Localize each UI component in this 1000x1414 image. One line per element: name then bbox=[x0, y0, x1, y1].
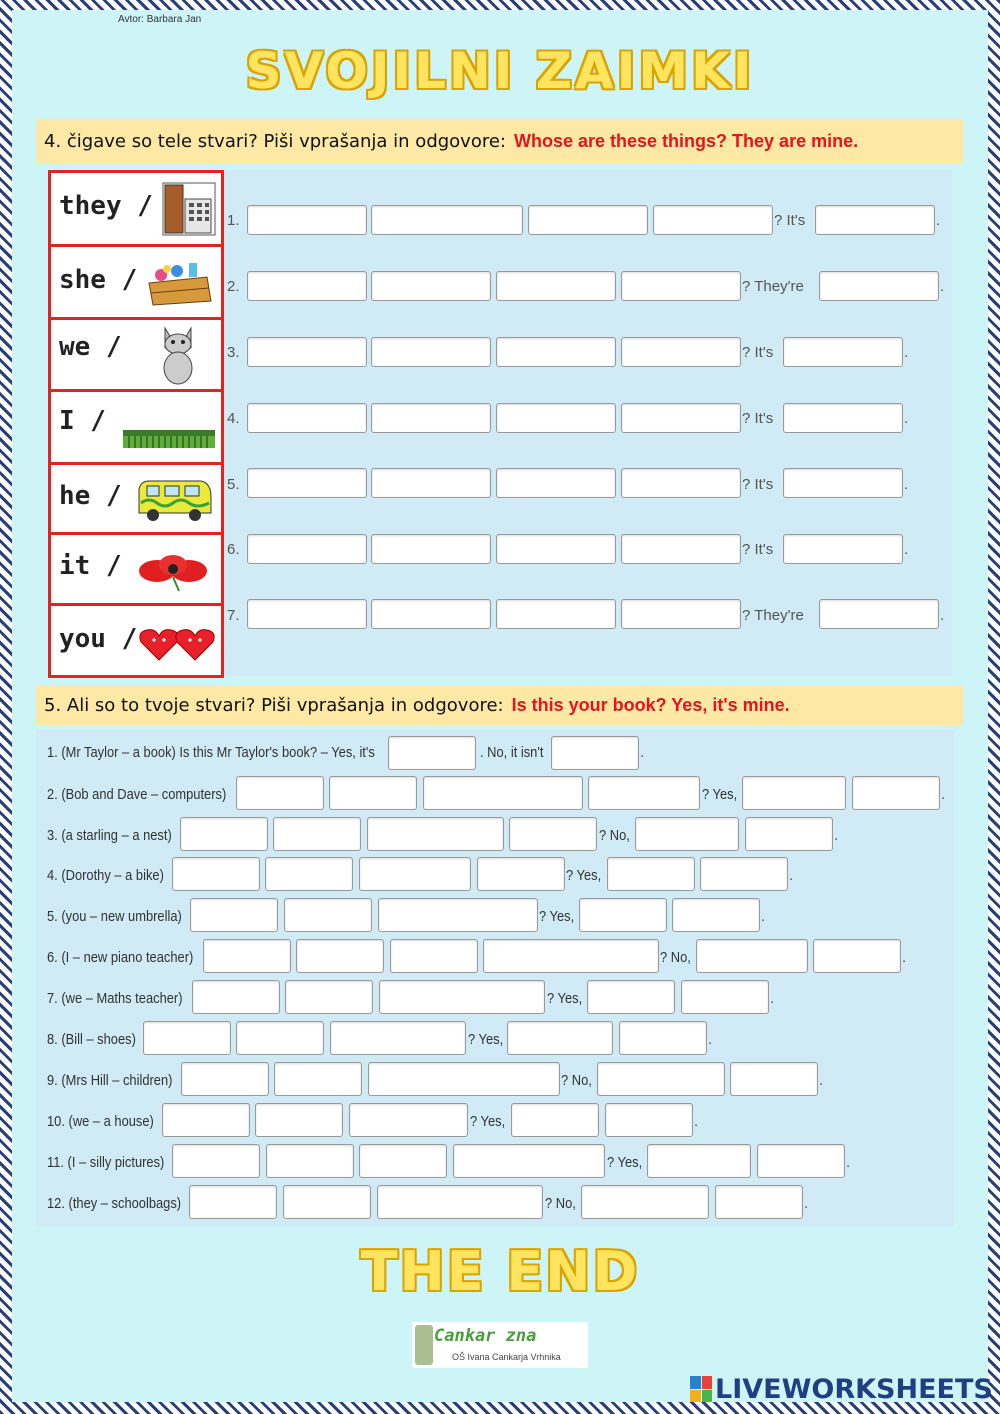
answer-prefix: ? They're bbox=[742, 278, 804, 295]
pronoun-label: I / bbox=[59, 406, 106, 436]
answer-input[interactable] bbox=[621, 599, 741, 629]
answer-prefix: ? Yes, bbox=[702, 786, 738, 803]
answer-input[interactable] bbox=[181, 1062, 269, 1096]
answer-input[interactable] bbox=[511, 1103, 599, 1137]
worksheet-title: SVOJILNI ZAIMKI bbox=[245, 42, 755, 100]
row-number: 6. bbox=[227, 541, 240, 558]
answer-input[interactable] bbox=[371, 468, 491, 498]
answer-input[interactable] bbox=[453, 1144, 605, 1178]
answer-prefix: ? Yes, bbox=[470, 1113, 506, 1130]
author-credit: Avtor: Barbara Jan bbox=[118, 14, 202, 25]
answer-input[interactable] bbox=[783, 468, 903, 498]
answer-prefix: ? Yes, bbox=[566, 867, 602, 884]
sentence-end: . bbox=[904, 541, 909, 558]
row-number: 5. bbox=[227, 476, 240, 493]
liveworksheets-logo-icon bbox=[690, 1376, 712, 1402]
answer-input[interactable] bbox=[371, 403, 491, 433]
answer-input[interactable] bbox=[621, 271, 741, 301]
pronoun-cell bbox=[51, 606, 221, 678]
sentence-end: . bbox=[694, 1113, 699, 1130]
answer-input[interactable] bbox=[247, 337, 367, 367]
answer-prefix: ? Yes, bbox=[607, 1154, 643, 1171]
answer-input[interactable] bbox=[819, 599, 939, 629]
answer-input[interactable] bbox=[266, 1144, 354, 1178]
answer-prefix: ? No, bbox=[561, 1072, 592, 1089]
sentence-end: . bbox=[940, 278, 945, 295]
the-end-heading: THE END bbox=[360, 1240, 640, 1303]
answer-input[interactable] bbox=[619, 1021, 707, 1055]
answer-input[interactable] bbox=[359, 1144, 447, 1178]
answer-prefix: ? It's bbox=[742, 476, 774, 493]
answer-input[interactable] bbox=[783, 534, 903, 564]
answer-input[interactable] bbox=[285, 980, 373, 1014]
sentence-end: . bbox=[789, 867, 794, 884]
answer-input[interactable] bbox=[371, 271, 491, 301]
sentence-end: . bbox=[941, 786, 946, 803]
row-prompt: 4. (Dorothy – a bike) bbox=[47, 867, 164, 884]
liveworksheets-text: LIVEWORKSHEETS bbox=[715, 1373, 993, 1405]
answer-input[interactable] bbox=[371, 599, 491, 629]
cat-icon bbox=[157, 324, 199, 386]
answer-input[interactable] bbox=[587, 980, 675, 1014]
answer-input[interactable] bbox=[813, 939, 901, 973]
section-4-example: Whose are these things? They are mine. bbox=[514, 130, 859, 151]
answer-input[interactable] bbox=[371, 337, 491, 367]
pronoun-label: we / bbox=[59, 332, 122, 362]
answer-input[interactable] bbox=[507, 1021, 613, 1055]
pronoun-cell bbox=[51, 320, 221, 392]
answer-input[interactable] bbox=[265, 857, 353, 891]
answer-input[interactable] bbox=[681, 980, 769, 1014]
answer-prefix: ? It's bbox=[774, 212, 806, 229]
answer-input[interactable] bbox=[496, 403, 616, 433]
answer-input[interactable] bbox=[757, 1144, 845, 1178]
row-prompt: 7. (we – Maths teacher) bbox=[47, 990, 183, 1007]
pronoun-cell bbox=[51, 535, 221, 606]
answer-input[interactable] bbox=[730, 1062, 818, 1096]
answer-input[interactable] bbox=[672, 898, 760, 932]
pronoun-cell bbox=[51, 247, 221, 320]
answer-input[interactable] bbox=[621, 403, 741, 433]
answer-input[interactable] bbox=[377, 1185, 543, 1219]
sentence-end: . bbox=[846, 1154, 851, 1171]
pronoun-label: they / bbox=[59, 191, 153, 221]
answer-input[interactable] bbox=[509, 817, 597, 851]
answer-input[interactable] bbox=[783, 337, 903, 367]
row-prompt: 1. (Mr Taylor – a book) Is this Mr Taylor's book? – Yes, it's bbox=[47, 744, 375, 761]
section-5-banner bbox=[36, 685, 963, 725]
answer-input[interactable] bbox=[496, 599, 616, 629]
row-prompt: 10. (we – a house) bbox=[47, 1113, 154, 1130]
row-prompt: 9. (Mrs Hill – children) bbox=[47, 1072, 173, 1089]
pronoun-label: it / bbox=[59, 551, 122, 581]
answer-input[interactable] bbox=[621, 337, 741, 367]
answer-input[interactable] bbox=[162, 1103, 250, 1137]
logo-mark-icon bbox=[415, 1325, 433, 1365]
answer-input[interactable] bbox=[483, 939, 659, 973]
answer-input[interactable] bbox=[329, 776, 417, 810]
row-prompt: 8. (Bill – shoes) bbox=[47, 1031, 136, 1048]
sentence-end: . bbox=[902, 949, 907, 966]
sentence-end: . bbox=[834, 827, 839, 844]
answer-input[interactable] bbox=[588, 776, 700, 810]
sentence-end: . bbox=[640, 744, 645, 761]
answer-input[interactable] bbox=[379, 980, 545, 1014]
row-prompt: 11. (I – silly pictures) bbox=[47, 1154, 165, 1171]
answer-input[interactable] bbox=[330, 1021, 466, 1055]
van-icon bbox=[135, 477, 215, 523]
answer-prefix: ? They're bbox=[742, 607, 804, 624]
answer-prefix: ? No, bbox=[599, 827, 630, 844]
answer-input[interactable] bbox=[190, 898, 278, 932]
hearts-icon bbox=[137, 626, 217, 664]
answer-input[interactable] bbox=[247, 271, 367, 301]
answer-input[interactable] bbox=[359, 857, 471, 891]
sentence-end: . bbox=[904, 476, 909, 493]
answer-input[interactable] bbox=[284, 898, 372, 932]
answer-input[interactable] bbox=[647, 1144, 751, 1178]
answer-prefix: ? Yes, bbox=[547, 990, 583, 1007]
answer-input[interactable] bbox=[715, 1185, 803, 1219]
answer-input[interactable] bbox=[621, 468, 741, 498]
sentence-end: . bbox=[940, 607, 945, 624]
answer-input[interactable] bbox=[496, 468, 616, 498]
row-prompt: 12. (they – schoolbags) bbox=[47, 1195, 182, 1212]
answer-input[interactable] bbox=[388, 736, 476, 770]
answer-input[interactable] bbox=[700, 857, 788, 891]
answer-input[interactable] bbox=[815, 205, 935, 235]
answer-input[interactable] bbox=[247, 403, 367, 433]
pronoun-cell bbox=[51, 465, 221, 535]
sentence-end: . bbox=[904, 344, 909, 361]
row-number: 4. bbox=[227, 410, 240, 427]
answer-input[interactable] bbox=[496, 534, 616, 564]
answer-input[interactable] bbox=[283, 1185, 371, 1219]
liveworksheets-watermark[interactable] bbox=[690, 1374, 993, 1404]
answer-input[interactable] bbox=[274, 1062, 362, 1096]
answer-input[interactable] bbox=[236, 776, 324, 810]
answer-input[interactable] bbox=[528, 205, 648, 235]
answer-input[interactable] bbox=[819, 271, 939, 301]
answer-input[interactable] bbox=[371, 205, 523, 235]
answer-input[interactable] bbox=[273, 817, 361, 851]
pronoun-picture-column bbox=[48, 170, 224, 678]
answer-input[interactable] bbox=[247, 534, 367, 564]
answer-input[interactable] bbox=[378, 898, 538, 932]
answer-prefix: ? Yes, bbox=[539, 908, 575, 925]
row-mid-text: . No, it isn't bbox=[480, 744, 544, 761]
pronoun-cell bbox=[51, 173, 221, 247]
sentence-end: . bbox=[761, 908, 766, 925]
sentence-end: . bbox=[708, 1031, 713, 1048]
answer-input[interactable] bbox=[496, 271, 616, 301]
answer-input[interactable] bbox=[349, 1103, 468, 1137]
answer-input[interactable] bbox=[653, 205, 773, 235]
sentence-end: . bbox=[936, 212, 941, 229]
row-prompt: 6. (I – new piano teacher) bbox=[47, 949, 194, 966]
answer-input[interactable] bbox=[852, 776, 940, 810]
logo-school: OŠ Ivana Cankarja Vrhnika bbox=[452, 1352, 561, 1362]
answer-prefix: ? No, bbox=[660, 949, 691, 966]
row-number: 3. bbox=[227, 344, 240, 361]
answer-input[interactable] bbox=[247, 205, 367, 235]
answer-input[interactable] bbox=[605, 1103, 693, 1137]
answer-input[interactable] bbox=[367, 817, 504, 851]
answer-input[interactable] bbox=[180, 817, 268, 851]
answer-prefix: ? No, bbox=[545, 1195, 576, 1212]
answer-input[interactable] bbox=[579, 898, 667, 932]
section-4-banner bbox=[36, 119, 963, 163]
answer-input[interactable] bbox=[635, 817, 739, 851]
pronoun-cell bbox=[51, 392, 221, 465]
pronoun-label: she / bbox=[59, 265, 138, 295]
row-prompt: 5. (you – new umbrella) bbox=[47, 908, 182, 925]
comb-icon bbox=[121, 428, 217, 450]
school-logo bbox=[412, 1322, 588, 1368]
answer-input[interactable] bbox=[172, 857, 260, 891]
sentence-end: . bbox=[904, 410, 909, 427]
row-prompt: 3. (a starling – a nest) bbox=[47, 827, 172, 844]
pronoun-label: he / bbox=[59, 481, 122, 511]
answer-input[interactable] bbox=[783, 403, 903, 433]
telephone-icon bbox=[159, 179, 217, 237]
answer-input[interactable] bbox=[742, 776, 846, 810]
answer-prefix: ? It's bbox=[742, 541, 774, 558]
answer-input[interactable] bbox=[255, 1103, 343, 1137]
logo-name: Cankar zna bbox=[434, 1326, 537, 1346]
answer-input[interactable] bbox=[696, 939, 808, 973]
row-prompt: 2. (Bob and Dave – computers) bbox=[47, 786, 227, 803]
answer-input[interactable] bbox=[203, 939, 291, 973]
sentence-end: . bbox=[819, 1072, 824, 1089]
answer-input[interactable] bbox=[477, 857, 565, 891]
row-number: 2. bbox=[227, 278, 240, 295]
section-5-example: Is this your book? Yes, it's mine. bbox=[511, 694, 790, 715]
answer-input[interactable] bbox=[296, 939, 384, 973]
answer-input[interactable] bbox=[368, 1062, 560, 1096]
answer-input[interactable] bbox=[551, 736, 639, 770]
answer-prefix: ? Yes, bbox=[468, 1031, 504, 1048]
sentence-end: . bbox=[770, 990, 775, 1007]
answer-input[interactable] bbox=[607, 857, 695, 891]
answer-input[interactable] bbox=[597, 1062, 725, 1096]
section-4-instruction: 4. čigave so tele stvari? Piši vprašanja in odgovore: bbox=[44, 130, 506, 152]
answer-input[interactable] bbox=[192, 980, 280, 1014]
section-5-instruction: 5. Ali so to tvoje stvari? Piši vprašanja in odgovore: bbox=[44, 694, 504, 716]
answer-prefix: ? It's bbox=[742, 344, 774, 361]
answer-input[interactable] bbox=[189, 1185, 277, 1219]
answer-prefix: ? It's bbox=[742, 410, 774, 427]
row-number: 1. bbox=[227, 212, 240, 229]
answer-input[interactable] bbox=[172, 1144, 260, 1178]
answer-input[interactable] bbox=[371, 534, 491, 564]
answer-input[interactable] bbox=[745, 817, 833, 851]
answer-input[interactable] bbox=[496, 337, 616, 367]
toy-box-icon bbox=[143, 261, 215, 307]
pronoun-label: you / bbox=[59, 624, 138, 654]
answer-input[interactable] bbox=[143, 1021, 231, 1055]
row-number: 7. bbox=[227, 607, 240, 624]
answer-input[interactable] bbox=[423, 776, 583, 810]
answer-input[interactable] bbox=[247, 599, 367, 629]
answer-input[interactable] bbox=[621, 534, 741, 564]
answer-input[interactable] bbox=[390, 939, 478, 973]
answer-input[interactable] bbox=[247, 468, 367, 498]
sentence-end: . bbox=[804, 1195, 809, 1212]
answer-input[interactable] bbox=[581, 1185, 709, 1219]
flower-icon bbox=[135, 553, 211, 593]
answer-input[interactable] bbox=[236, 1021, 324, 1055]
